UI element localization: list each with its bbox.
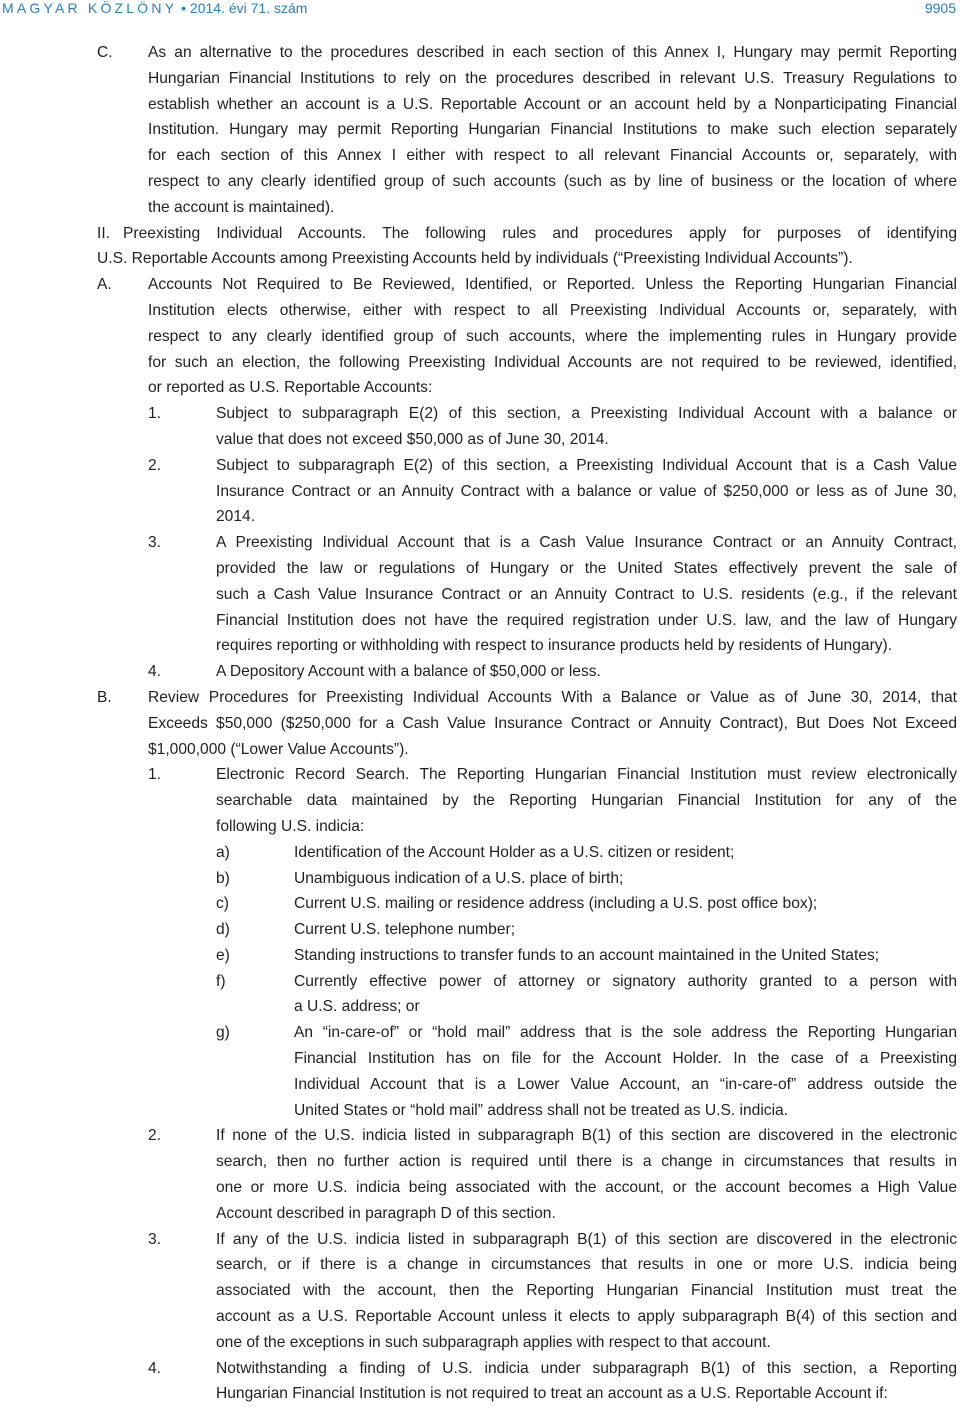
line-text: Account described in paragraph D of this section. (216, 1204, 556, 1222)
text-line (0, 350, 960, 376)
text-line (0, 1098, 960, 1124)
line-text: $1,000,000 (“Lower Value Accounts”). (148, 740, 409, 758)
line-text: respect to any clearly identified group of such accounts, where the implementing rules in Hungary provide (148, 327, 957, 345)
line-text: Exceeds $50,000 ($250,000 for a Cash Value Insurance Contract or Annuity Contract), But Does Not Exceed (148, 714, 957, 732)
line-text: for such an election, the following Preexisting Individual Accounts are not required to be reviewed, identified, (148, 353, 957, 371)
item-label: 4. (148, 663, 162, 681)
line-text: Standing instructions to transfer funds to an account maintained in the United States; (294, 946, 880, 964)
item-label: B. (97, 688, 112, 706)
text-line (0, 427, 960, 453)
line-text: Identification of the Account Holder as a U.S. citizen or resident; (294, 843, 735, 861)
text-line (0, 1149, 960, 1175)
item-label: A. (97, 276, 112, 294)
line-text: searchable data maintained by the Reporting Hungarian Financial Institution for any of the (216, 792, 957, 810)
item-label: a) (216, 843, 230, 861)
line-text: account as a U.S. Reportable Account unless it elects to apply subparagraph B(4) of this section and (216, 1308, 957, 1326)
line-text: As an alternative to the procedures described in each section of this Annex I, Hungary may permit Reporting (148, 44, 957, 61)
line-text: establish whether an account is a U.S. Reportable Account or an account held by a Nonparticipating Financial (148, 95, 957, 113)
item-label: g) (216, 1024, 230, 1042)
line-text: search, then no further action is required until there is a change in circumstances that results in (216, 1153, 957, 1171)
line-text: United States or “hold mail” address shall not be treated as U.S. indicia. (294, 1101, 789, 1119)
line-text: Hungarian Financial Institution is not required to treat an account as a U.S. Reportable Account if: (216, 1385, 888, 1403)
text-line (0, 556, 960, 582)
text-line (0, 1227, 960, 1253)
text-line (0, 1175, 960, 1201)
line-text: Preexisting Individual Accounts. The following rules and procedures apply for purposes of identifying (123, 224, 957, 242)
line-text: Institution elects otherwise, either with respect to all Preexisting Individual Accounts or, separately, with (148, 301, 957, 319)
text-line (0, 1252, 960, 1278)
text-line (0, 969, 960, 995)
text-line (0, 401, 960, 427)
item-label: 3. (148, 534, 162, 552)
item-label: 4. (148, 1359, 162, 1377)
line-text: value that does not exceed $50,000 as of June 30, 2014. (216, 430, 609, 448)
journal-title: MAGYAR KÖZLÖNY (2, 0, 178, 16)
text-line (0, 943, 960, 969)
text-line (0, 1304, 960, 1330)
item-label: b) (216, 869, 230, 887)
text-line (0, 685, 960, 711)
text-line (0, 1072, 960, 1098)
running-head (2, 0, 307, 16)
text-line (0, 814, 960, 840)
issue-label: 2014. évi 71. szám (189, 0, 308, 16)
line-text: Current U.S. mailing or residence address (including a U.S. post office box); (294, 895, 818, 913)
page-header (0, 0, 960, 22)
line-text: Individual Account that is a Lower Value Account, an “in-care-of” address outside the (294, 1075, 957, 1093)
line-text: A Preexisting Individual Account that is a Cash Value Insurance Contract or an Annuity Contract, (216, 534, 957, 552)
line-text: one of the exceptions in such subparagraph applies with respect to that account. (216, 1333, 771, 1351)
line-text: Hungarian Financial Institutions to rely on the procedures described in relevant U.S. Treasury Regulations to (148, 69, 957, 87)
item-label: C. (97, 44, 113, 61)
item-label: e) (216, 946, 230, 964)
text-line (0, 762, 960, 788)
text-line (0, 272, 960, 298)
line-text: associated with the account, then the Reporting Hungarian Financial Institution must treat the (216, 1282, 957, 1300)
text-line (0, 298, 960, 324)
line-text: or reported as U.S. Reportable Accounts: (148, 379, 433, 397)
item-label: d) (216, 921, 230, 939)
line-text: one or more U.S. indicia being associated with the account, or the account becomes a High Value (216, 1179, 957, 1197)
line-text: Accounts Not Required to Be Reviewed, Identified, or Reported. Unless the Reporting Hungarian Financial (148, 276, 957, 294)
line-text: requires reporting or withholding with respect to insurance products held by residents of Hungary). (216, 637, 893, 655)
line-text: following U.S. indicia: (216, 817, 365, 835)
text-line (0, 530, 960, 556)
line-text: Current U.S. telephone number; (294, 921, 516, 939)
line-text: U.S. Reportable Accounts among Preexisting Accounts held by individuals (“Preexisting Individual Accounts”). (97, 250, 853, 268)
line-text: for each section of this Annex I either with respect to all relevant Financial Accounts or, separately, with (148, 147, 957, 165)
text-line (0, 246, 960, 272)
item-label: 1. (148, 766, 162, 784)
item-label: 3. (148, 1230, 162, 1248)
line-text: Subject to subparagraph E(2) of this section, a Preexisting Individual Account with a balance or (216, 405, 957, 423)
item-label: 1. (148, 405, 162, 423)
text-line (0, 195, 960, 221)
text-line (0, 866, 960, 892)
text-line (0, 608, 960, 634)
line-text: If none of the U.S. indicia listed in subparagraph B(1) of this section are discovered in the electronic (216, 1127, 957, 1145)
line-text: Notwithstanding a finding of U.S. indicia under subparagraph B(1) of this section, a Reporting (216, 1359, 957, 1377)
text-line (0, 659, 960, 685)
text-line (0, 504, 960, 530)
text-line (0, 633, 960, 659)
text-line (0, 324, 960, 350)
text-line (0, 1356, 960, 1382)
line-text: a U.S. address; or (294, 998, 420, 1016)
bullet-separator: • (181, 0, 187, 16)
text-line (0, 1381, 960, 1407)
line-text: provided the law or regulations of Hungary or the United States effectively prevent the sale of (216, 559, 957, 577)
text-line (0, 711, 960, 737)
text-line (0, 737, 960, 763)
line-text: Insurance Contract or an Annuity Contract with a balance or value of $250,000 or less as of June 30, (216, 482, 957, 500)
text-line (0, 994, 960, 1020)
line-text: An “in-care-of” or “hold mail” address that is the sole address the Reporting Hungarian (294, 1024, 957, 1042)
text-line (0, 169, 960, 195)
item-label: c) (216, 895, 229, 913)
item-label: 2. (148, 456, 162, 474)
line-text: A Depository Account with a balance of $50,000 or less. (216, 663, 601, 681)
text-line (0, 788, 960, 814)
text-line (0, 1201, 960, 1227)
text-line (0, 92, 960, 118)
line-text: Subject to subparagraph E(2) of this section, a Preexisting Individual Account that is a Cash Value (216, 456, 957, 474)
item-label: 2. (148, 1127, 162, 1145)
line-text: Unambiguous indication of a U.S. place of birth; (294, 869, 624, 887)
text-line (0, 582, 960, 608)
line-text: search, or if there is a change in circumstances that results in one or more U.S. indicia being (216, 1256, 957, 1274)
document-body (0, 40, 960, 1407)
text-line (0, 840, 960, 866)
line-text: If any of the U.S. indicia listed in subparagraph B(1) of this section are discovered in the electronic (216, 1230, 957, 1248)
text-line (0, 1020, 960, 1046)
text-line (0, 453, 960, 479)
text-line (0, 917, 960, 943)
page-number: 9905 (924, 0, 956, 16)
line-text: such a Cash Value Insurance Contract or an Annuity Contract to U.S. residents (e.g., if the relevant (216, 585, 957, 603)
item-label: II. (97, 224, 110, 242)
line-text: Institution. Hungary may permit Reporting Hungarian Financial Institutions to make such election separately (148, 121, 957, 139)
item-label: f) (216, 972, 226, 990)
text-line (0, 117, 960, 143)
line-text: Financial Institution has on file for the Account Holder. In the case of a Preexisting (294, 1050, 957, 1068)
text-line (0, 375, 960, 401)
text-line (0, 891, 960, 917)
line-text: the account is maintained). (148, 198, 335, 216)
line-text: Currently effective power of attorney or signatory authority granted to a person with (294, 972, 957, 990)
text-line (0, 143, 960, 169)
line-text: respect to any clearly identified group of such accounts (such as by line of business or the location of where (148, 172, 957, 190)
text-line (0, 66, 960, 92)
line-text: 2014. (216, 508, 256, 526)
text-line (0, 479, 960, 505)
text-line (0, 1330, 960, 1356)
line-text: Financial Institution does not have the required registration under U.S. law, and the law of Hungary (216, 611, 957, 629)
line-text: Review Procedures for Preexisting Individual Accounts With a Balance or Value as of June 30, 2014, that (148, 688, 957, 706)
text-line (0, 1046, 960, 1072)
line-text: Electronic Record Search. The Reporting Hungarian Financial Institution must review electronically (216, 766, 957, 784)
text-line (0, 40, 960, 66)
text-line (0, 1278, 960, 1304)
text-line (0, 1123, 960, 1149)
text-line (0, 221, 960, 247)
